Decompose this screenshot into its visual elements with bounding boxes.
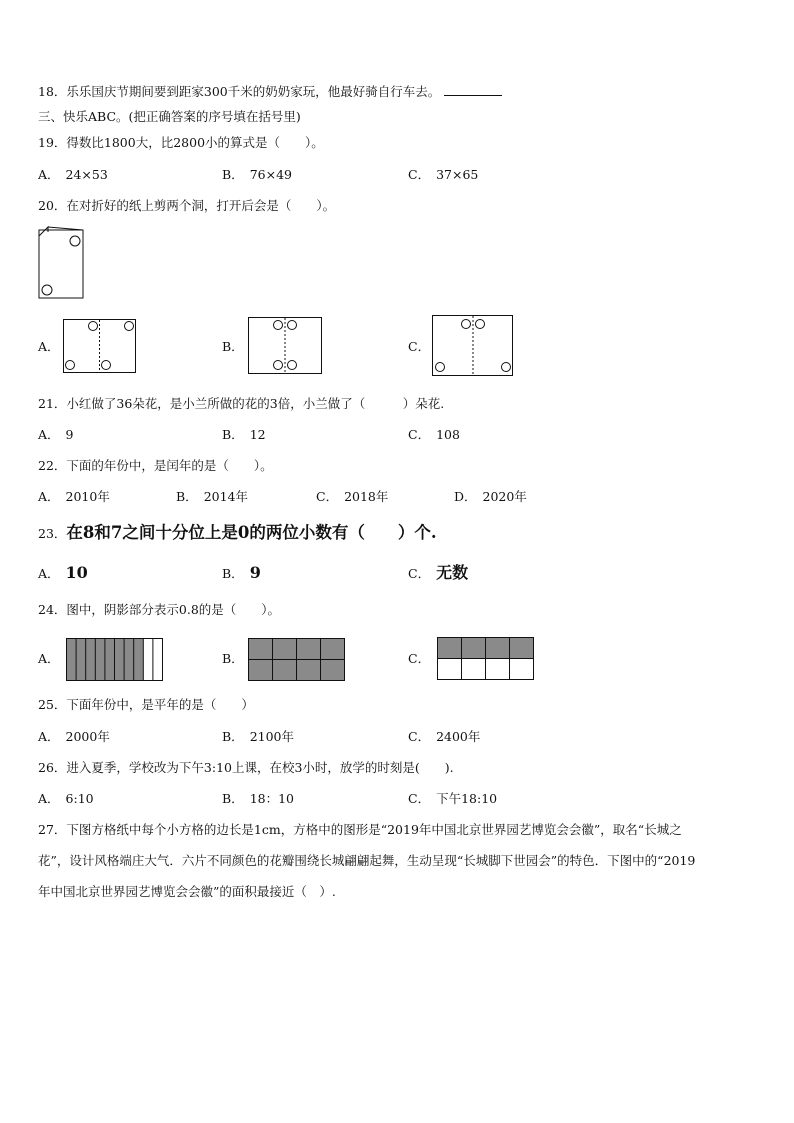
q22-option-a[interactable]: A． 2010年 [38, 489, 110, 504]
q27-line-2: 花”，设计风格端庄大气．六片不同颜色的花瓣围绕长城翩翩起舞，生动呈现“长城脚下世园会”的特色．下图中的“2019 [38, 853, 696, 868]
q20-option-c-figure[interactable] [432, 315, 514, 377]
q23-option-c[interactable]: C． 无数 [408, 563, 469, 582]
q22-option-b[interactable]: B． 2014年 [176, 489, 248, 504]
q19-option-a[interactable]: A． 24×53 [38, 167, 108, 182]
q20-option-a-figure[interactable] [63, 319, 137, 374]
q24-option-c[interactable]: C． [408, 651, 431, 666]
q23-line [38, 522, 437, 544]
q21-option-b[interactable]: B． 12 [222, 427, 266, 442]
q26-stem: 26．进入夏季，学校改为下午3:10上课，在校3小时，放学的时刻是( ). [38, 760, 454, 775]
q21-stem: 21．小红做了36朵花，是小兰所做的花的3倍，小兰做了（ ）朵花. [38, 396, 445, 411]
q23-number: 23． [38, 526, 67, 541]
q20-option-c[interactable]: C． [408, 339, 431, 354]
q24-option-a-figure[interactable] [66, 638, 164, 682]
q21-option-a[interactable]: A． 9 [38, 427, 74, 442]
q22-stem: 22．下面的年份中，是闰年的是（ ）。 [38, 458, 273, 473]
q23-option-b[interactable]: B． 9 [222, 563, 261, 582]
q22-option-d[interactable]: D． 2020年 [454, 489, 527, 504]
q26-option-a[interactable]: A． 6:10 [38, 791, 94, 806]
q18-text: 18．乐乐国庆节期间要到距家300千米的奶奶家玩，他最好骑自行车去。 [38, 84, 441, 99]
section3-heading: 三、快乐ABC。(把正确答案的序号填在括号里) [38, 109, 301, 124]
q20-stem: 20．在对折好的纸上剪两个洞，打开后会是（ ）。 [38, 198, 336, 213]
q27-line-3: 年中国北京世界园艺博览会会徽”的面积最接近（ ）. [38, 884, 336, 899]
q19-stem: 19．得数比1800大，比2800小的算式是（ ）。 [38, 135, 324, 150]
q24-stem: 24．图中，阴影部分表示0.8的是（ ）。 [38, 602, 281, 617]
q20-option-a[interactable]: A． [38, 339, 60, 354]
q26-option-b[interactable]: B． 18：10 [222, 791, 294, 806]
q20-folded-paper-figure [36, 224, 90, 302]
q19-option-b[interactable]: B． 76×49 [222, 167, 292, 182]
q23-stem: 在8和7之间十分位上是0的两位小数有（ ）个. [66, 523, 437, 542]
q20-option-b[interactable]: B． [222, 339, 244, 354]
q26-option-c[interactable]: C． 下午18:10 [408, 791, 498, 806]
q18-line [38, 84, 502, 100]
q25-option-c[interactable]: C． 2400年 [408, 729, 481, 744]
q25-option-b[interactable]: B． 2100年 [222, 729, 294, 744]
q21-option-c[interactable]: C． 108 [408, 427, 460, 442]
q24-option-a[interactable]: A． [38, 651, 60, 666]
q25-stem: 25．下面年份中，是平年的是（ ） [38, 697, 254, 712]
q24-option-b-figure[interactable] [248, 638, 346, 682]
q23-option-a[interactable]: A． 10 [38, 563, 88, 582]
q25-option-a[interactable]: A． 2000年 [38, 729, 110, 744]
q24-option-b[interactable]: B． [222, 651, 244, 666]
q18-answer-blank[interactable] [444, 84, 502, 96]
q20-option-b-figure[interactable] [248, 317, 323, 375]
q27-line-1: 27．下图方格纸中每个小方格的边长是1cm，方格中的图形是“2019年中国北京世界园艺博览会会徽”，取名“长城之 [38, 822, 682, 837]
q24-option-c-figure[interactable] [437, 637, 535, 681]
q22-option-c[interactable]: C． 2018年 [316, 489, 389, 504]
q19-option-c[interactable]: C． 37×65 [408, 167, 479, 182]
